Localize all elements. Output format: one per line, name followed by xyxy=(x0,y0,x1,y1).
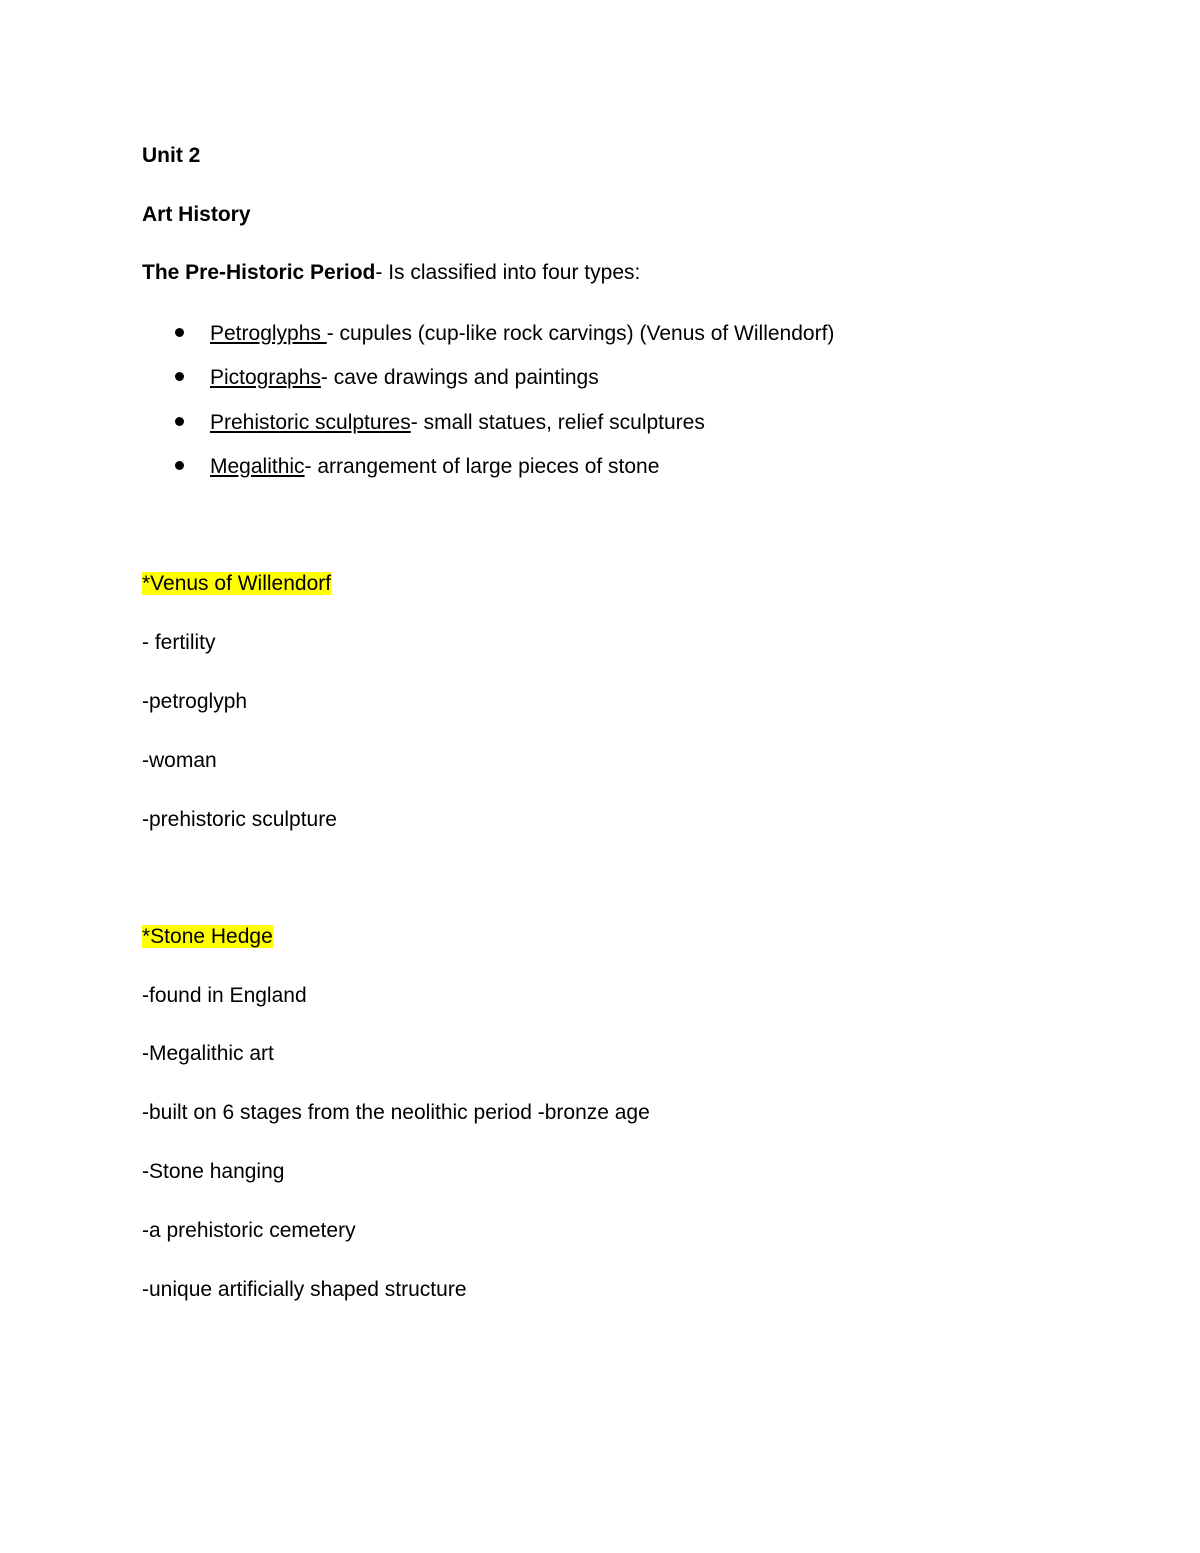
venus-note: -woman xyxy=(142,749,217,772)
venus-note: -prehistoric sculpture xyxy=(142,808,337,831)
type-desc: - small statues, relief sculptures xyxy=(410,411,705,434)
stonehedge-note: -a prehistoric cemetery xyxy=(142,1219,356,1242)
stonehedge-heading xyxy=(142,923,273,951)
intro-line xyxy=(142,259,640,287)
stonehedge-note: -unique artificially shaped structure xyxy=(142,1278,467,1301)
venus-heading xyxy=(142,570,331,598)
bullet-icon xyxy=(175,328,184,337)
list-item-pictographs xyxy=(175,364,599,392)
bullet-icon xyxy=(175,372,184,381)
type-desc: - arrangement of large pieces of stone xyxy=(304,455,660,478)
stonehedge-heading-text: *Stone Hedge xyxy=(142,925,273,948)
list-item-prehistoric-sculptures xyxy=(175,409,705,437)
bullet-icon xyxy=(175,417,184,426)
bullet-icon xyxy=(175,461,184,470)
list-item-petroglyphs xyxy=(175,320,834,348)
stonehedge-note: -built on 6 stages from the neolithic period -bronze age xyxy=(142,1101,650,1124)
intro-text: - Is classified into four types: xyxy=(375,261,641,284)
type-desc: - cave drawings and paintings xyxy=(320,366,599,389)
type-term: Megalithic xyxy=(210,455,305,478)
type-desc: - cupules (cup-like rock carvings) (Venus of Willendorf) xyxy=(326,322,835,345)
venus-note: - fertility xyxy=(142,631,216,654)
subject-heading: Art History xyxy=(142,203,251,226)
type-term: Pictographs xyxy=(210,366,321,389)
stonehedge-note: -found in England xyxy=(142,984,307,1007)
venus-heading-text: *Venus of Willendorf xyxy=(142,572,332,595)
stonehedge-note: -Megalithic art xyxy=(142,1042,274,1065)
stonehedge-note: -Stone hanging xyxy=(142,1160,285,1183)
unit-heading: Unit 2 xyxy=(142,144,201,167)
type-term: Prehistoric sculptures xyxy=(210,411,411,434)
intro-term: The Pre-Historic Period xyxy=(142,261,376,284)
list-item-megalithic xyxy=(175,453,659,481)
type-term: Petroglyphs xyxy=(210,322,327,345)
venus-note: -petroglyph xyxy=(142,690,248,713)
